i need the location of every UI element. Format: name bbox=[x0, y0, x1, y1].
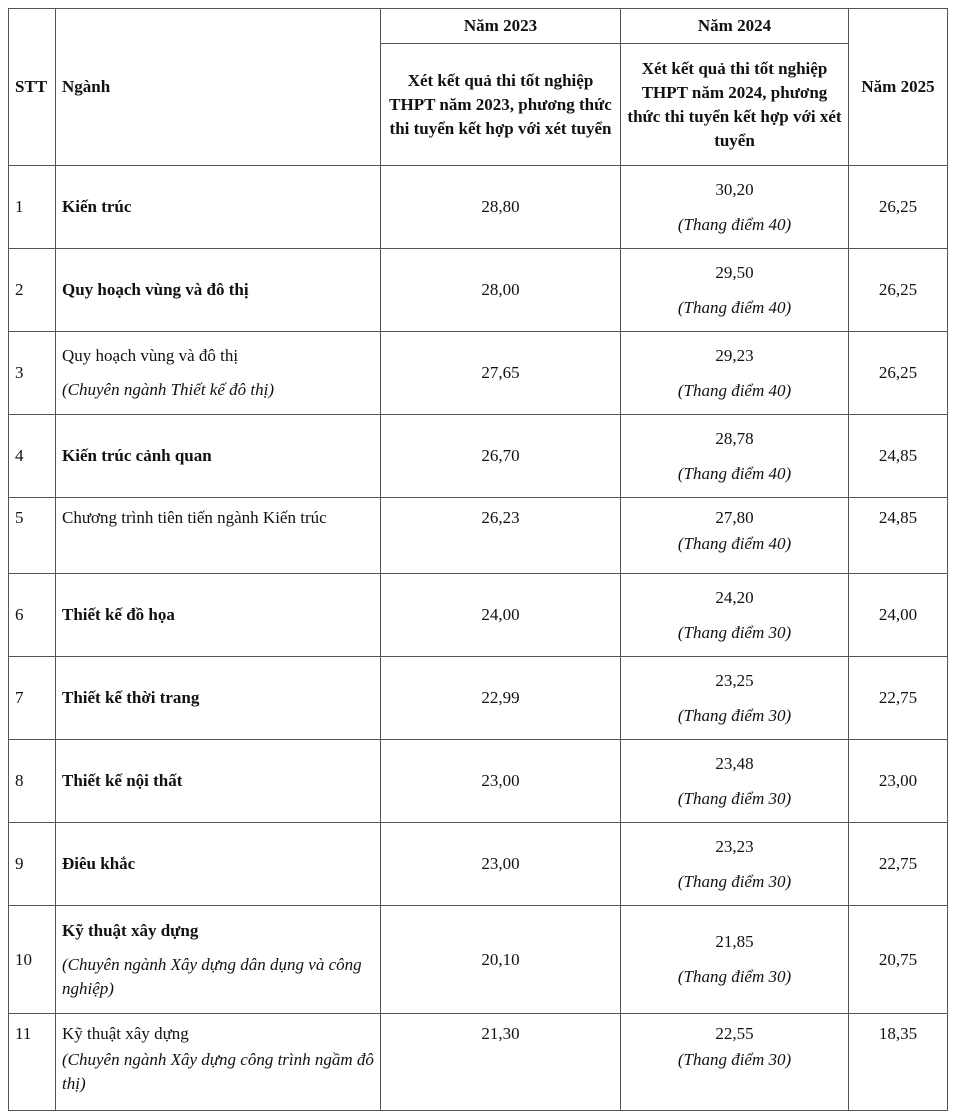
score-2024: 29,50 bbox=[715, 262, 754, 282]
score-2024-scale: (Thang điểm 40) bbox=[677, 534, 792, 553]
score-2023: 22,99 bbox=[381, 657, 621, 740]
row-stt: 9 bbox=[9, 823, 56, 906]
score-2024-scale: (Thang điểm 30) bbox=[677, 788, 792, 808]
score-2025: 26,25 bbox=[849, 249, 948, 332]
score-2024-scale: (Thang điểm 40) bbox=[677, 214, 792, 234]
header-year-2025: Năm 2025 bbox=[849, 9, 948, 166]
score-2024-scale: (Thang điểm 30) bbox=[677, 622, 792, 642]
row-nganh-cell bbox=[56, 332, 381, 415]
score-2025: 26,25 bbox=[849, 166, 948, 249]
score-2024-cell bbox=[621, 249, 849, 332]
table-row bbox=[9, 740, 948, 823]
score-2024: 30,20 bbox=[715, 179, 754, 199]
score-2024-scale: (Thang điểm 30) bbox=[677, 871, 792, 891]
score-2024-cell bbox=[621, 657, 849, 740]
row-nganh: Thiết kế đồ họa bbox=[56, 574, 381, 657]
table-row bbox=[9, 415, 948, 498]
score-2024: 23,23 bbox=[715, 836, 754, 856]
header-year-2024: Năm 2024 bbox=[621, 9, 849, 44]
row-nganh: Kiến trúc cảnh quan bbox=[56, 415, 381, 498]
score-2024-scale: (Thang điểm 40) bbox=[677, 297, 792, 317]
row-nganh: Điêu khắc bbox=[56, 823, 381, 906]
score-2025: 20,75 bbox=[849, 906, 948, 1014]
row-stt: 1 bbox=[9, 166, 56, 249]
score-2025: 24,85 bbox=[849, 498, 948, 574]
table-row bbox=[9, 249, 948, 332]
score-2025: 18,35 bbox=[849, 1014, 948, 1111]
table-row bbox=[9, 332, 948, 415]
table-row bbox=[9, 574, 948, 657]
row-stt: 8 bbox=[9, 740, 56, 823]
score-2024-scale: (Thang điểm 40) bbox=[677, 463, 792, 483]
row-stt: 2 bbox=[9, 249, 56, 332]
score-2023: 20,10 bbox=[381, 906, 621, 1014]
score-2023: 27,65 bbox=[381, 332, 621, 415]
table-row bbox=[9, 823, 948, 906]
score-2024-cell bbox=[621, 332, 849, 415]
row-nganh: Kỹ thuật xây dựng bbox=[62, 920, 199, 940]
score-2023: 24,00 bbox=[381, 574, 621, 657]
header-desc-2024: Xét kết quả thi tốt nghiệp THPT năm 2024, phương thức thi tuyển kết hợp với xét tuyển bbox=[621, 44, 849, 166]
row-nganh: Quy hoạch vùng và đô thị bbox=[56, 249, 381, 332]
score-2025: 22,75 bbox=[849, 657, 948, 740]
row-specialization: (Chuyên ngành Thiết kế đô thị) bbox=[62, 380, 274, 399]
row-nganh-cell bbox=[56, 906, 381, 1014]
table-row bbox=[9, 1014, 948, 1111]
header-stt: STT bbox=[9, 9, 56, 166]
row-stt: 11 bbox=[9, 1014, 56, 1111]
score-2024-cell bbox=[621, 415, 849, 498]
row-stt: 7 bbox=[9, 657, 56, 740]
score-2024-scale: (Thang điểm 30) bbox=[677, 705, 792, 725]
row-nganh: Kỹ thuật xây dựng bbox=[62, 1024, 189, 1043]
score-2024-cell bbox=[621, 166, 849, 249]
score-2024: 21,85 bbox=[715, 932, 754, 951]
header-desc-2023: Xét kết quả thi tốt nghiệp THPT năm 2023, phương thức thi tuyển kết hợp với xét tuyển bbox=[381, 44, 621, 166]
score-2024: 27,80 bbox=[715, 508, 754, 527]
score-2025: 24,85 bbox=[849, 415, 948, 498]
header-nganh: Ngành bbox=[56, 9, 381, 166]
score-2024-cell bbox=[621, 823, 849, 906]
row-nganh: Thiết kế nội thất bbox=[56, 740, 381, 823]
row-stt: 5 bbox=[9, 498, 56, 574]
row-nganh: Thiết kế thời trang bbox=[56, 657, 381, 740]
row-nganh: Chương trình tiên tiến ngành Kiến trúc bbox=[56, 498, 381, 574]
score-2024-cell bbox=[621, 906, 849, 1014]
score-2024-scale: (Thang điểm 40) bbox=[677, 380, 792, 400]
score-2024: 23,25 bbox=[715, 670, 754, 690]
table-row bbox=[9, 498, 948, 574]
score-2025: 22,75 bbox=[849, 823, 948, 906]
row-nganh: Kiến trúc bbox=[56, 166, 381, 249]
score-2024: 22,55 bbox=[715, 1024, 754, 1043]
row-stt: 3 bbox=[9, 332, 56, 415]
score-2024: 28,78 bbox=[715, 428, 754, 448]
score-2023: 23,00 bbox=[381, 740, 621, 823]
table-row bbox=[9, 166, 948, 249]
table-row bbox=[9, 906, 948, 1014]
header-year-2023: Năm 2023 bbox=[381, 9, 621, 44]
score-2024-cell bbox=[621, 574, 849, 657]
row-specialization: (Chuyên ngành Xây dựng dân dụng và công nghiệp) bbox=[62, 954, 362, 998]
score-2024-cell bbox=[621, 740, 849, 823]
score-2025: 23,00 bbox=[849, 740, 948, 823]
score-2023: 28,00 bbox=[381, 249, 621, 332]
row-stt: 10 bbox=[9, 906, 56, 1014]
score-2023: 28,80 bbox=[381, 166, 621, 249]
score-2024-scale: (Thang điểm 30) bbox=[677, 967, 792, 986]
score-2024: 23,48 bbox=[715, 753, 754, 773]
score-2024: 24,20 bbox=[715, 587, 754, 607]
row-nganh: Quy hoạch vùng và đô thị bbox=[62, 346, 239, 365]
row-stt: 4 bbox=[9, 415, 56, 498]
score-2023: 23,00 bbox=[381, 823, 621, 906]
score-2024-cell bbox=[621, 1014, 849, 1111]
score-2024-cell bbox=[621, 498, 849, 574]
score-2024-scale: (Thang điểm 30) bbox=[677, 1050, 792, 1069]
table-row bbox=[9, 657, 948, 740]
row-stt: 6 bbox=[9, 574, 56, 657]
score-2025: 24,00 bbox=[849, 574, 948, 657]
score-2023: 26,23 bbox=[381, 498, 621, 574]
row-nganh-cell bbox=[56, 1014, 381, 1111]
score-2023: 21,30 bbox=[381, 1014, 621, 1111]
score-2025: 26,25 bbox=[849, 332, 948, 415]
row-specialization: (Chuyên ngành Xây dựng công trình ngầm đô thị) bbox=[62, 1050, 374, 1093]
score-2023: 26,70 bbox=[381, 415, 621, 498]
score-2024: 29,23 bbox=[715, 345, 754, 365]
admission-score-table bbox=[8, 8, 948, 1111]
